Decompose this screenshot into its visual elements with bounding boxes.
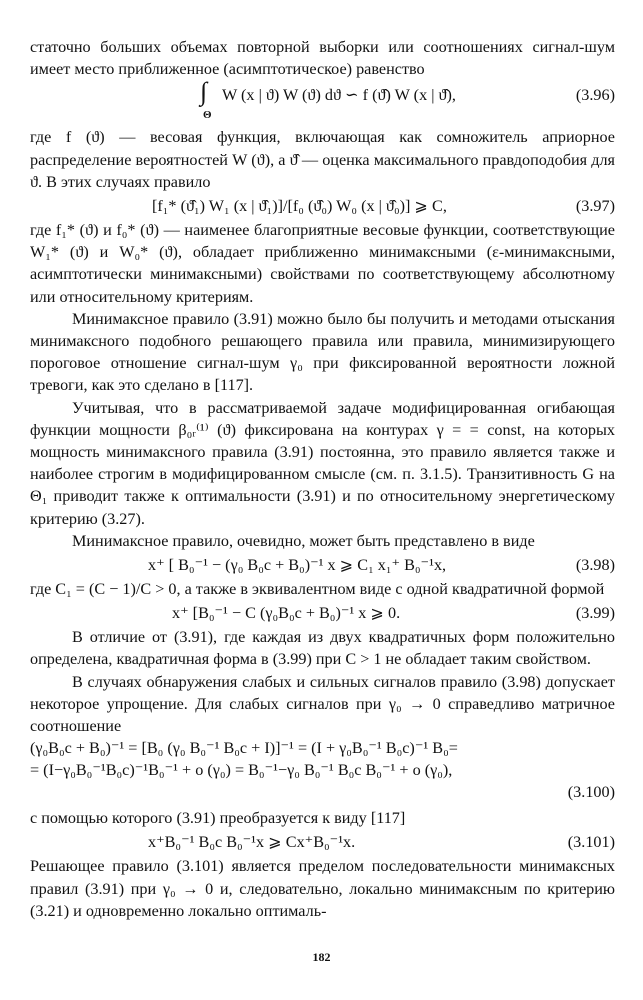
- equation-number: (3.98): [575, 556, 615, 575]
- equation-line-1: (γ₀B₀c + B₀)⁻¹ = [B₀ (γ₀ B₀⁻¹ B₀c + I)]⁻¹ = (I + γ₀B₀⁻¹ B₀c)⁻¹ B₀=: [30, 739, 458, 758]
- equation-line-2: = (I−γ₀B₀⁻¹B₀c)⁻¹B₀⁻¹ + o (γ₀) = B₀⁻¹−γ₀ B₀⁻¹ B₀c B₀⁻¹ + o (γ₀),: [30, 761, 453, 780]
- equation-number: (3.97): [575, 197, 615, 216]
- equation-number: (3.96): [575, 86, 615, 105]
- paragraph-representation: Минимаксное правило, очевидно, может быть представлено в виде: [72, 531, 535, 550]
- paragraph-least-favorable: где f₁* (ϑ) и f₀* (ϑ) — наименее благоприятные весовые функции, соответствующие W₁* (ϑ) и W₀* (ϑ), обладает приближенно минимаксными (ε-минимаксными, асимптотически минимаксными) свойствами по соответствующему абсолютному или относительному критериям.: [30, 221, 615, 306]
- equation-3-96: [30, 77, 615, 126]
- paragraph-limit-rule: Решающее правило (3.101) является пределом последовательности минимаксных правил (3.91) при γ₀ → 0 и, следовательно, локально минимаксным по критерию (3.21) и одновременно локально оптималь-: [30, 857, 615, 920]
- paragraph-quadratic-forms: В отличие от (3.91), где каждая из двух квадратичных форм положительно определена, квадратичная форма в (3.99) при C > 1 не обладает таким свойством.: [30, 628, 615, 669]
- equation-3-97: [30, 193, 615, 219]
- integral-domain: Θ: [203, 109, 212, 122]
- page-number: 182: [312, 950, 331, 964]
- equation-number: (3.99): [575, 604, 615, 623]
- paragraph-transform: с помощью которого (3.91) преобразуется к виду [117]: [30, 809, 406, 828]
- paragraph-weak-signals: В случаях обнаружения слабых и сильных сигналов правило (3.98) допускает некоторое упрощение. Для слабых сигналов при γ₀ → 0 справедливо матричное соотношение: [30, 672, 615, 736]
- equation-3-98: [30, 552, 615, 578]
- paragraph-minimax-rule: Минимаксное правило (3.91) можно было бы получить и методами отыскания минимаксного подобного решающего правила или правила, минимизирующего пороговое отношение сигнал-шум γ₀ при фиксированной вероятности ложной тревоги, как это сделано в [117].: [30, 309, 615, 395]
- equation-number: (3.100): [567, 783, 615, 802]
- equation-3-100: [30, 737, 615, 807]
- equation-number: (3.101): [567, 833, 615, 852]
- integral-sign: ∫: [200, 77, 208, 107]
- equation-formula: W (x | ϑ) W (ϑ) dϑ ∽ f (ϑ̂) W (x | ϑ̂),: [222, 86, 456, 105]
- paragraph-c1-definition: где C₁ = (C − 1)/C > 0, а также в эквивалентном виде с одной квадратичной формой: [30, 580, 605, 599]
- equation-3-101: [30, 829, 615, 855]
- paragraph-weight-function: где f (ϑ) — весовая функция, включающая как сомножитель априорное распределение вероятностей W (ϑ), а ϑ̂ — оценка максимального правдоподобия для ϑ. В этих случаях правило: [30, 128, 615, 191]
- equation-formula: x⁺ [ B₀⁻¹ − (γ₀ B₀c + B₀)⁻¹ x ⩾ C₁ x₁⁺ B₀⁻¹x,: [148, 556, 447, 575]
- equation-formula: [f₁* (ϑ̂₁) W₁ (x | ϑ̂₁)]/[f₀ (ϑ̂₀) W₀ (x | ϑ̂₀)] ⩾ C,: [152, 197, 447, 216]
- equation-formula: x⁺ [B₀⁻¹ − C (γ₀B₀c + B₀)⁻¹ x ⩾ 0.: [172, 604, 401, 623]
- equation-3-99: [30, 600, 615, 626]
- paragraph-intro: статочно больших объемах повторной выборки или соотношениях сигнал-шум имеет место приближенное (асимптотическое) равенство: [30, 38, 615, 79]
- paragraph-power-envelope: Учитывая, что в рассматриваемой задаче модифицированная огибающая функции мощности β₀ᵣ⁽¹⁾ (ϑ) фиксирована на контурах γ = = const, на которых мощность минимаксного правила (3.91) постоянна, это правило является также и наиболее строгим в модифицированном смысле (см. п. 3.1.5). Транзитивность G на Θ₁ приводит также к оптимальности (3.91) и по относительному энергетическому критерию (3.27).: [30, 398, 615, 528]
- equation-formula: x⁺B₀⁻¹ B₀c B₀⁻¹x ⩾ Cx⁺B₀⁻¹x.: [148, 833, 356, 852]
